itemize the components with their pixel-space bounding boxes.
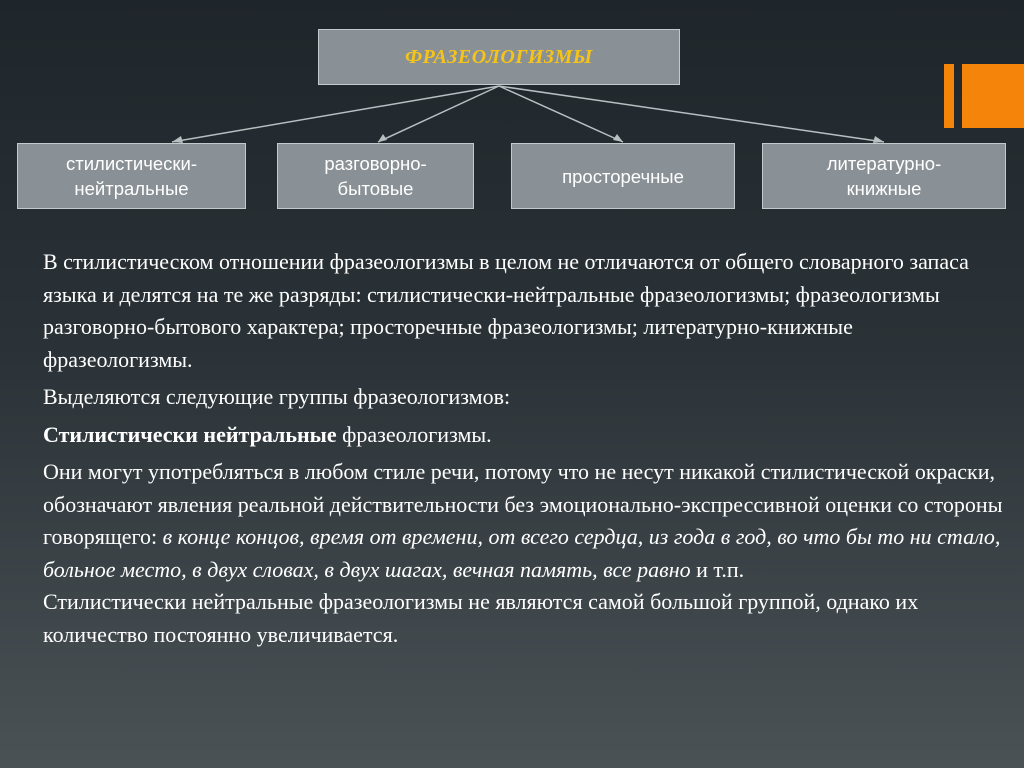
paragraph-heading xyxy=(43,419,1003,452)
paragraph-conclusion: Стилистически нейтральные фразеологизмы не являются самой большой группой, однако их количество постоянно увеличивается. xyxy=(43,589,919,647)
branch-node-label-line1: разговорно- xyxy=(324,153,427,174)
description-end: и т.п. xyxy=(690,556,745,582)
branch-node-colloquial xyxy=(277,143,474,209)
branch-node-vernacular xyxy=(511,143,735,209)
connector-arrow-3 xyxy=(613,134,623,142)
paragraph-intro: В стилистическом отношении фразеологизмы в целом не отличаются от общего словарного запаса языка и делятся на те же разряды: стилистически-нейтральные фразеологизмы; фразеологизмы разговорно-бытового характера; просторечные фразеологизмы; литературно-книжные фразеологизмы. xyxy=(43,249,969,372)
connector-arrow-2 xyxy=(378,134,387,142)
examples-text: в конце концов, время от времени, от всего сердца, из года в год, во что бы то ни стало, больное место, в двух словах, в двух шагах, вечная память, все равно xyxy=(43,524,1001,582)
branch-node-label-line1: стилистически- xyxy=(65,153,197,174)
connector-arrow-1 xyxy=(172,136,183,143)
heading-rest: фразеологизмы. xyxy=(336,421,492,447)
branch-node-label-line2: бытовые xyxy=(337,178,414,199)
branch-node-label-line1: литературно- xyxy=(826,153,942,174)
branch-node-neutral xyxy=(17,143,246,209)
branch-node-label-line2: книжные xyxy=(846,178,922,199)
connector-line-1 xyxy=(172,86,499,142)
paragraph-description xyxy=(43,456,1003,586)
connector-line-4 xyxy=(499,86,884,142)
description-text: Они могут употребляться в любом стиле речи, потому что не несут никакой стилистической окраски, обозначают явления реальной действительности без эмоционально-экспрессивной оценки со стороны говорящего: xyxy=(43,459,1003,549)
connector-line-2 xyxy=(378,86,499,142)
heading-bold: Стилистически нейтральные xyxy=(43,421,337,447)
body-text xyxy=(43,246,1003,651)
root-node-label: ФРАЗЕОЛОГИЗМЫ xyxy=(405,45,593,68)
paragraph-groups: Выделяются следующие группы фразеологизмов: xyxy=(43,384,511,409)
branch-node-label-line2: нейтральные xyxy=(74,178,189,199)
branch-node-label-line1: просторечные xyxy=(562,165,684,187)
connector-arrow-4 xyxy=(873,136,884,143)
root-node xyxy=(318,29,680,85)
branch-node-literary xyxy=(762,143,1006,209)
